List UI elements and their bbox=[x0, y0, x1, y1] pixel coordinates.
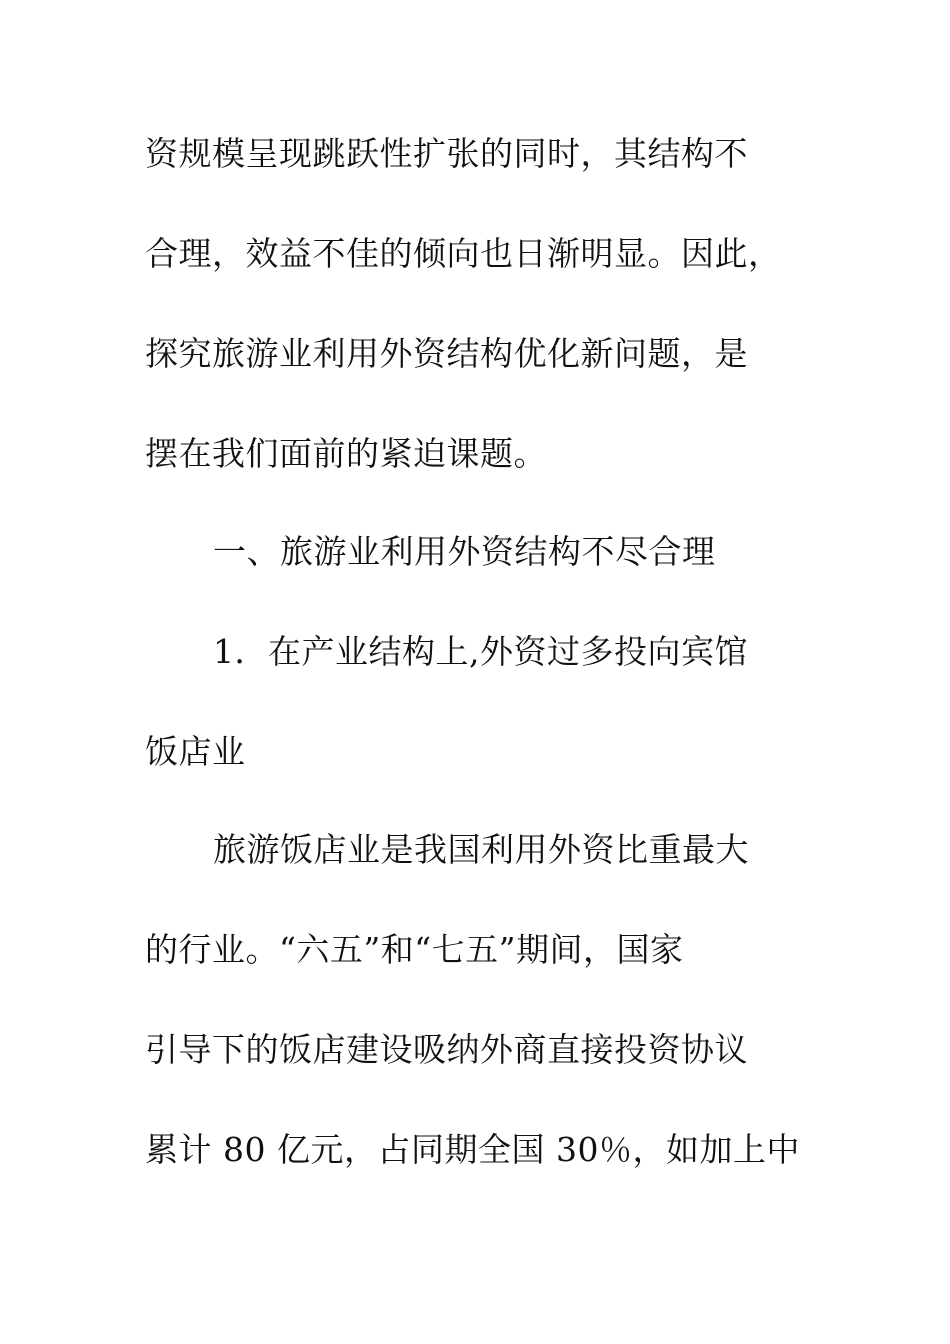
body-text-line: 资规模呈现跳跃性扩张的同时，其结构不 bbox=[145, 134, 748, 173]
body-text-line: 的行业。“六五”和“七五”期间，国家 bbox=[145, 930, 684, 969]
subsection-heading: 1．在产业结构上,外资过多投向宾馆 bbox=[213, 632, 748, 671]
body-text-line: 累计 80 亿元，占同期全国 30％，如加上中 bbox=[145, 1130, 800, 1169]
section-heading: 一、旅游业利用外资结构不尽合理 bbox=[213, 532, 716, 571]
body-text-line: 摆在我们面前的紧迫课题。 bbox=[145, 434, 547, 473]
body-text-line: 探究旅游业利用外资结构优化新问题，是 bbox=[145, 334, 748, 373]
subsection-heading-continued: 饭店业 bbox=[145, 732, 246, 771]
body-text-line: 引导下的饭店建设吸纳外商直接投资协议 bbox=[145, 1030, 748, 1069]
body-text-line: 旅游饭店业是我国利用外资比重最大 bbox=[213, 830, 749, 869]
body-text-line: 合理，效益不佳的倾向也日渐明显。因此， bbox=[145, 234, 782, 273]
